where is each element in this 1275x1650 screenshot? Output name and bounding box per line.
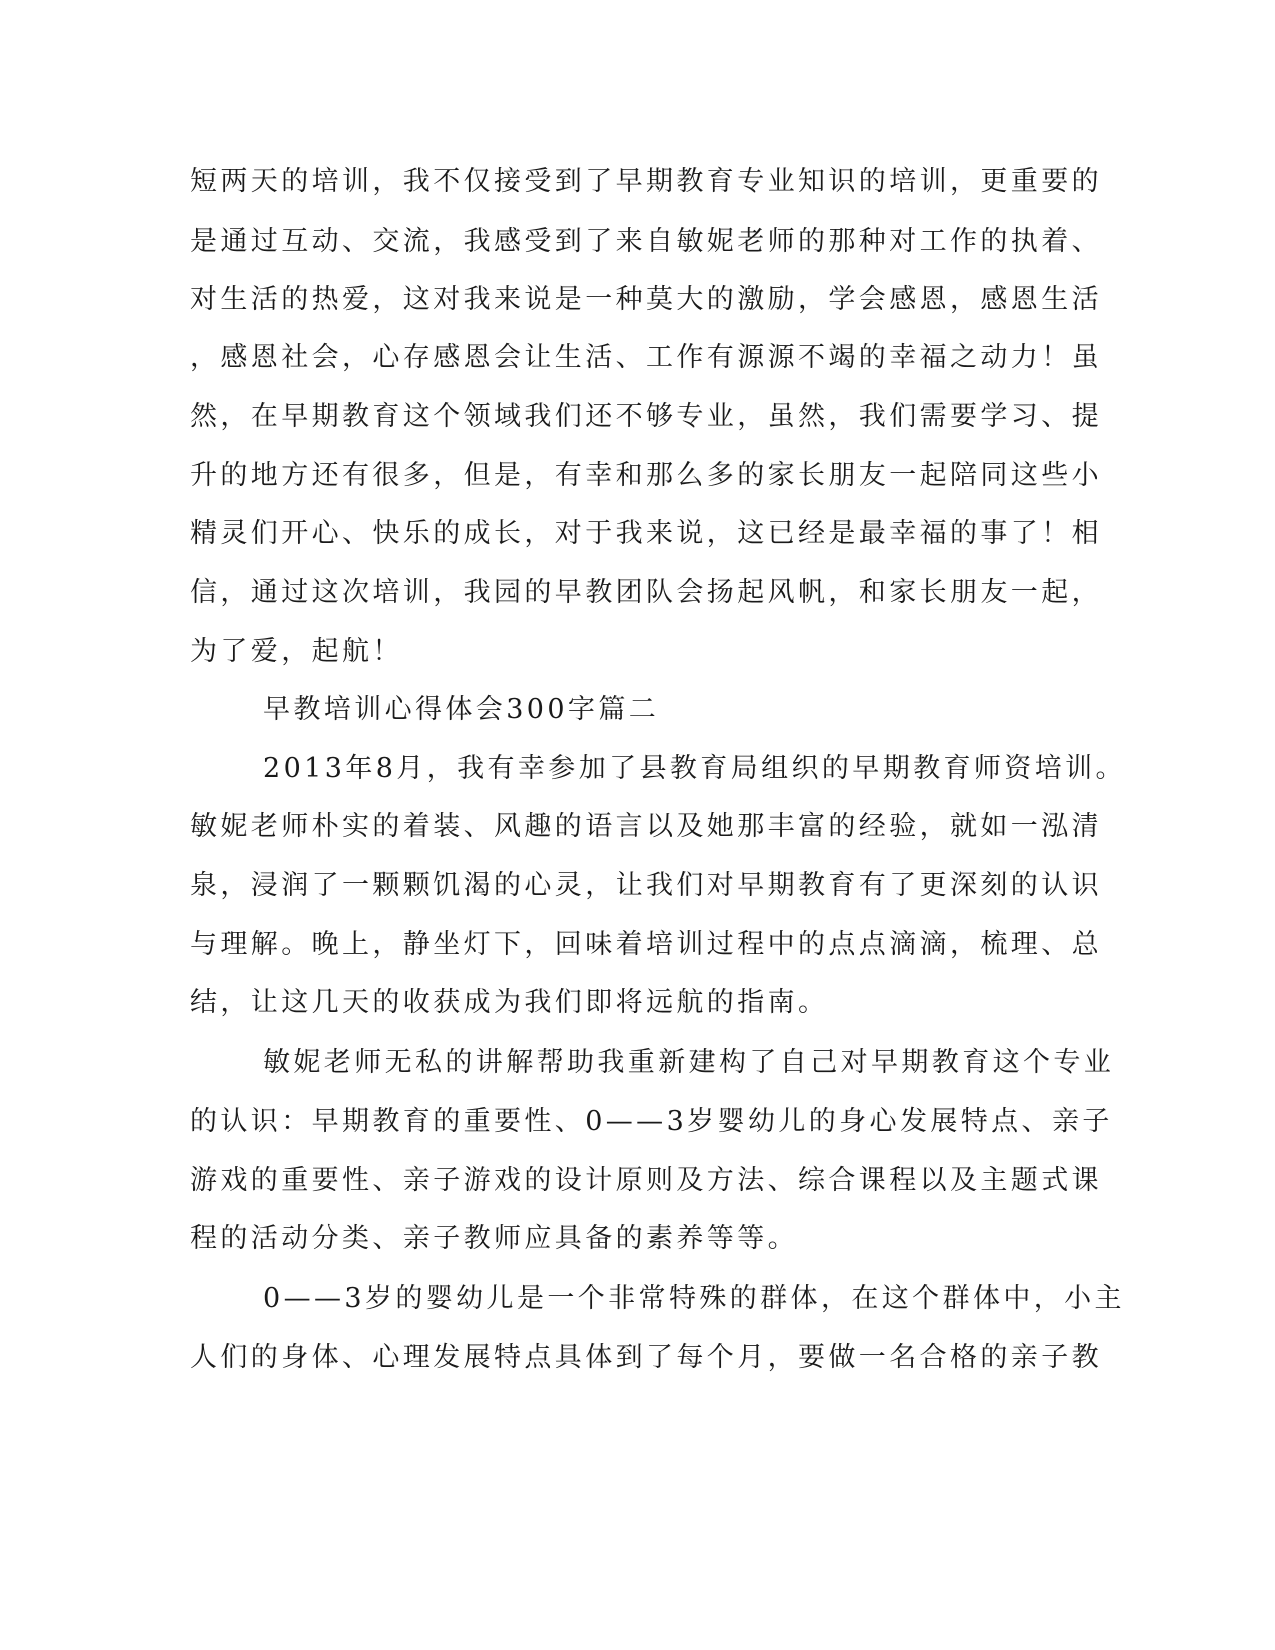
text-line: 是通过互动、交流，我感受到了来自敏妮老师的那种对工作的执着、 (190, 226, 1102, 257)
text-line: 敏妮老师无私的讲解帮助我重新建构了自己对早期教育这个专业 (263, 1047, 1115, 1078)
section-heading: 早教培训心得体会300字篇二 (263, 694, 660, 725)
text-line: 敏妮老师朴实的着装、风趣的语言以及她那丰富的经验，就如一泓清 (190, 811, 1102, 842)
text-line: 升的地方还有很多，但是，有幸和那么多的家长朋友一起陪同这些小 (190, 460, 1102, 491)
text-line: 人们的身体、心理发展特点具体到了每个月，要做一名合格的亲子教 (190, 1342, 1102, 1373)
text-line: 短两天的培训，我不仅接受到了早期教育专业知识的培训，更重要的 (190, 166, 1102, 197)
text-line: 2013年8月，我有幸参加了县教育局组织的早期教育师资培训。 (263, 753, 1126, 784)
text-line: 程的活动分类、亲子教师应具备的素养等等。 (190, 1223, 798, 1254)
text-line: 泉，浸润了一颗颗饥渴的心灵，让我们对早期教育有了更深刻的认识 (190, 870, 1102, 901)
text-line: 的认识：早期教育的重要性、0——3岁婴幼儿的身心发展特点、亲子 (190, 1106, 1113, 1137)
text-line: 与理解。晚上，静坐灯下，回味着培训过程中的点点滴滴，梳理、总 (190, 929, 1102, 960)
text-line: ，感恩社会，心存感恩会让生活、工作有源源不竭的幸福之动力！虽 (190, 342, 1102, 373)
text-line: 游戏的重要性、亲子游戏的设计原则及方法、综合课程以及主题式课 (190, 1165, 1102, 1196)
text-line: 为了爱，起航！ (190, 636, 403, 667)
text-line: 对生活的热爱，这对我来说是一种莫大的激励，学会感恩，感恩生活 (190, 284, 1102, 315)
text-line: 信，通过这次培训，我园的早教团队会扬起风帆，和家长朋友一起， (190, 577, 1102, 608)
text-line: 然，在早期教育这个领域我们还不够专业，虽然，我们需要学习、提 (190, 401, 1102, 432)
text-line: 精灵们开心、快乐的成长，对于我来说，这已经是最幸福的事了！相 (190, 518, 1102, 549)
text-line: 结，让这几天的收获成为我们即将远航的指南。 (190, 987, 829, 1018)
text-line: 0——3岁的婴幼儿是一个非常特殊的群体，在这个群体中，小主 (263, 1283, 1125, 1314)
